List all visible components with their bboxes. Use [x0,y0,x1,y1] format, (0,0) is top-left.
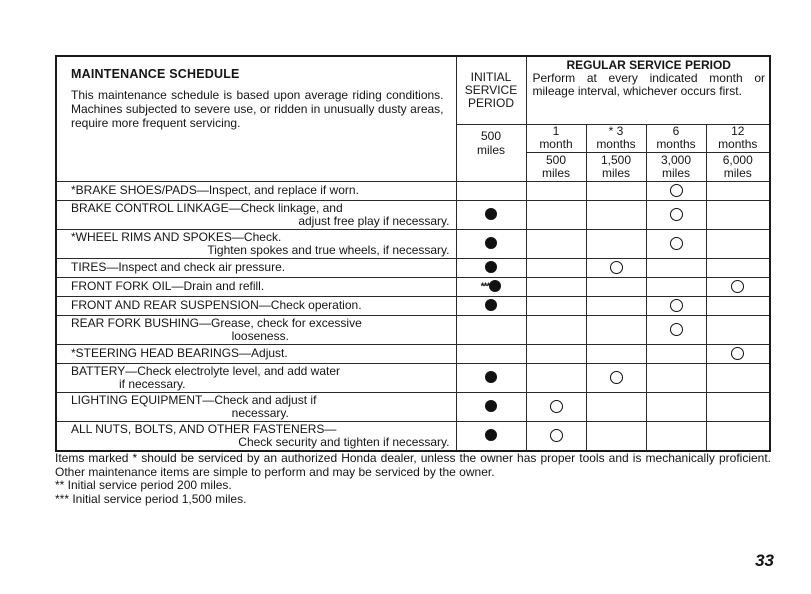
months-label: months [718,137,758,151]
period-cell-3 [646,392,706,421]
schedule-description: This maintenance schedule is based upon average riding conditions. Machines subjected to severe use, or ridden in unusually dusty areas, require more frequent servicing. [71,88,444,130]
item-text-line2: adjust free play if necessary. [298,213,450,228]
maintenance-item [56,363,456,392]
period-cell-4 [706,392,770,421]
period-cell-2 [586,421,646,451]
period-months-4 [706,124,770,152]
period-cell-2 [586,277,646,296]
filled-dot-icon [489,280,501,292]
table-row [56,344,770,363]
open-circle-icon [670,208,683,221]
months-value: * 3 [608,124,624,138]
schedule-notes [55,452,771,506]
maintenance-item [56,344,456,363]
period-cell-4 [706,421,770,451]
maintenance-item [56,181,456,200]
period-cell-2 [586,392,646,421]
item-text-line1: FRONT AND REAR SUSPENSION—Check operation. [71,298,362,312]
open-circle-icon [670,237,683,250]
item-text-line1: FRONT FORK OIL—Drain and refill. [71,279,265,293]
period-cell-3 [646,315,706,344]
miles-label: miles [541,165,570,180]
period-cell-3 [646,229,706,258]
period-cell-3 [646,200,706,229]
page-number: 33 [755,551,774,570]
period-cell-4 [706,296,770,315]
open-circle-icon [550,400,563,413]
period-cell-1 [526,392,586,421]
period-cell-1 [526,344,586,363]
initial-service-cell [456,344,526,363]
schedule-title: MAINTENANCE SCHEDULE [71,67,240,81]
period-cell-1 [526,229,586,258]
initial-service-cell [456,258,526,277]
maintenance-item [56,315,456,344]
maintenance-item [56,200,456,229]
period-cell-4 [706,181,770,200]
period-cell-2 [586,363,646,392]
period-miles-3 [646,152,706,181]
period-cell-3 [646,363,706,392]
maintenance-item [56,421,456,451]
regular-service-description: Perform at every indicated month or mileage interval, whichever occurs first. [532,71,765,98]
open-circle-icon [670,323,683,336]
initial-service-cell [456,421,526,451]
period-cell-2 [586,315,646,344]
maintenance-item [56,392,456,421]
maintenance-item [56,229,456,258]
miles-value: 500 [545,152,567,167]
initial-service-cell [456,229,526,258]
table-row [56,421,770,451]
period-cell-1 [526,258,586,277]
header-row [56,56,770,124]
period-cell-1 [526,200,586,229]
initial-service-cell [456,315,526,344]
period-cell-4 [706,229,770,258]
filled-dot-icon [485,429,497,441]
miles-label: miles [601,165,630,180]
period-cell-2 [586,181,646,200]
open-circle-icon [731,347,744,360]
table-row [56,229,770,258]
item-text-line1: BRAKE CONTROL LINKAGE—Check linkage, and [71,200,343,215]
maintenance-schedule-table [55,55,771,452]
triple-asterisk-marker: *** [480,280,490,292]
miles-value: 1,500 [600,152,632,167]
initial-service-cell [456,392,526,421]
period-months-2 [586,124,646,152]
period-cell-2 [586,200,646,229]
period-cell-3 [646,258,706,277]
filled-dot-icon [485,299,497,311]
footnote-triple-asterisk: *** Initial service period 1,500 miles. [55,491,247,506]
table-row [56,296,770,315]
period-cell-3 [646,181,706,200]
initial-service-cell [456,181,526,200]
period-cell-4 [706,200,770,229]
initial-header-line: SERVICE [464,82,518,97]
period-miles-4 [706,152,770,181]
months-label: month [539,137,573,151]
period-cell-4 [706,363,770,392]
table-row [56,363,770,392]
period-cell-1 [526,363,586,392]
item-text-line2: Tighten spokes and true wheels, if necessary. [207,242,450,257]
period-cell-1 [526,296,586,315]
period-cell-1 [526,315,586,344]
period-cell-4 [706,277,770,296]
initial-header-line: PERIOD [467,95,514,110]
period-cell-1 [526,421,586,451]
period-cell-3 [646,296,706,315]
period-cell-4 [706,258,770,277]
filled-dot-icon [485,208,497,220]
open-circle-icon [670,299,683,312]
miles-label: miles [723,165,752,180]
item-text-line1: ALL NUTS, BOLTS, AND OTHER FASTENERS— [71,421,337,436]
initial-service-cell [456,277,526,296]
open-circle-icon [731,280,744,293]
initial-miles-cell [456,124,526,181]
filled-dot-icon [485,400,497,412]
item-text-line2: necessary. [231,405,289,420]
item-text-line1: *BRAKE SHOES/PADS—Inspect, and replace if worn. [71,183,359,197]
period-cell-3 [646,344,706,363]
period-cell-2 [586,296,646,315]
item-text-line1: TIRES—Inspect and check air pressure. [71,260,286,274]
table-row [56,392,770,421]
months-label: months [656,137,696,151]
open-circle-icon [670,184,683,197]
months-value: 6 [672,124,680,138]
period-cell-2 [586,229,646,258]
item-text-line2: if necessary. [119,376,186,391]
open-circle-icon [550,429,563,442]
period-cell-1 [526,277,586,296]
period-cell-2 [586,344,646,363]
asterisk-note: Items marked * should be serviced by an authorized Honda dealer, unless the owner has proper tools and is mechanically proficient. Other maintenance items are simple to perform and may be serviced by the owner. [55,451,771,479]
table-row [56,315,770,344]
table-row [56,181,770,200]
period-months-1 [526,124,586,152]
maintenance-item [56,277,456,296]
maintenance-item [56,258,456,277]
months-label: months [596,137,636,151]
initial-miles-label: miles [476,142,505,157]
filled-dot-icon [485,261,497,273]
initial-header-line: INITIAL [470,69,512,84]
footnote-double-asterisk: ** Initial service period 200 miles. [55,478,232,492]
regular-service-period-header [526,56,770,124]
item-text-line1: *STEERING HEAD BEARINGS—Adjust. [71,346,288,360]
item-text-line1: BATTERY—Check electrolyte level, and add water [71,363,341,378]
item-text-line1: LIGHTING EQUIPMENT—Check and adjust if [71,392,317,407]
period-cell-1 [526,181,586,200]
filled-dot-icon [485,371,497,383]
table-row [56,200,770,229]
initial-service-cell [456,200,526,229]
period-miles-1 [526,152,586,181]
item-text-line1: REAR FORK BUSHING—Grease, check for excessive [71,315,362,330]
period-miles-2 [586,152,646,181]
schedule-intro [56,56,456,181]
maintenance-item [56,296,456,315]
table-row [56,277,770,296]
regular-service-title: REGULAR SERVICE PERIOD [566,58,731,72]
filled-dot-icon [485,237,497,249]
months-value: 12 [731,124,745,138]
initial-miles-value: 500 [480,128,502,143]
item-text-line1: *WHEEL RIMS AND SPOKES—Check. [71,229,282,244]
period-cell-4 [706,315,770,344]
period-cell-3 [646,277,706,296]
initial-service-cell [456,363,526,392]
miles-value: 3,000 [660,152,692,167]
open-circle-icon [610,371,623,384]
table-row [56,258,770,277]
miles-value: 6,000 [722,152,753,167]
period-cell-4 [706,344,770,363]
months-value: 1 [552,124,560,138]
item-text-line2: looseness. [231,328,289,343]
item-text-line2: Check security and tighten if necessary. [238,434,450,449]
initial-service-cell [456,296,526,315]
miles-label: miles [661,165,690,180]
open-circle-icon [610,261,623,274]
initial-service-period-header [456,56,526,124]
period-cell-2 [586,258,646,277]
period-months-3 [646,124,706,152]
period-cell-3 [646,421,706,451]
